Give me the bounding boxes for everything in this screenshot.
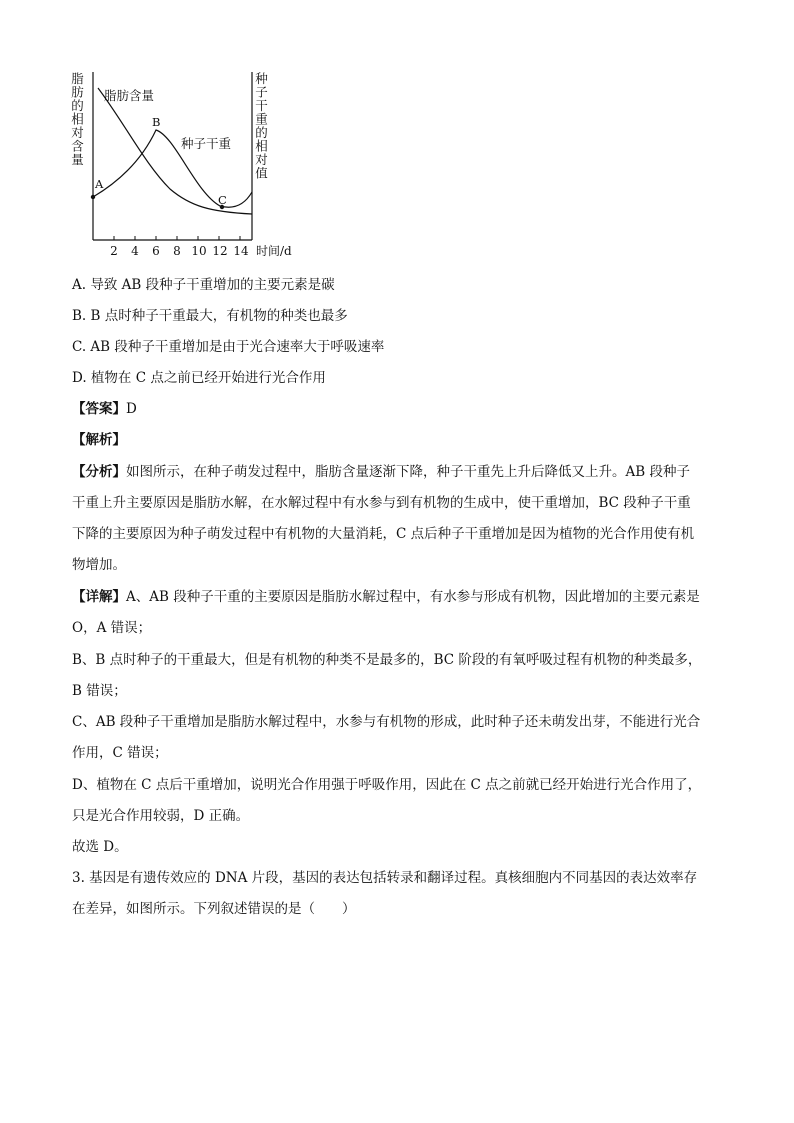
- point-a-marker: [91, 195, 95, 199]
- fenxi-line-1: [72, 462, 690, 482]
- answer-tag: 【答案】: [72, 401, 126, 417]
- seed-curve-label: 种子干重: [181, 136, 232, 151]
- left-axis-title: 脂肪的相对含量: [70, 72, 85, 167]
- fat-curve-label: 脂肪含量: [104, 88, 155, 103]
- x-tick-label: 14: [233, 244, 249, 258]
- xiangjie-line-2: O，A 错误；: [72, 620, 152, 636]
- fenxi-line-3: 下降的主要原因为种子萌发过程中有机物的大量消耗，C 点后种子干重增加是因为植物的光合作用使有机: [72, 526, 695, 542]
- fat-content-curve: [98, 88, 252, 214]
- x-axis-unit: 时间/d: [256, 244, 292, 258]
- x-tick-label: 6: [152, 244, 160, 258]
- fenxi-text-1: 如图所示，在种子萌发过程中，脂肪含量逐渐下降，种子干重先上升后降低又上升。AB 段种子: [126, 464, 690, 480]
- question3-line-1: 3. 基因是有遗传效应的 DNA 片段，基因的表达包括转录和翻译过程。真核细胞内不同基因的表达效率存: [72, 870, 698, 886]
- x-tick-label: 12: [212, 244, 228, 258]
- x-tick-label: 10: [191, 244, 207, 258]
- xiangjie-line-6: 作用，C 错误；: [72, 745, 168, 761]
- question3-line-2: 在差异，如图所示。下列叙述错误的是（ ）: [72, 901, 356, 917]
- analysis-heading-text: 【解析】: [72, 432, 126, 448]
- fenxi-line-2: 干重上升主要原因是脂肪水解，在水解过程中有水参与到有机物的生成中，使干重增加，BC 段种子干重: [72, 495, 691, 511]
- answer-value: D: [126, 401, 137, 417]
- x-tick-label: 2: [110, 244, 118, 258]
- option-a: A. 导致 AB 段种子干重增加的主要元素是碳: [72, 277, 335, 293]
- x-tick-label: 8: [173, 244, 181, 258]
- seed-germination-graph: [70, 64, 300, 264]
- xiangjie-text-1: A、AB 段种子干重的主要原因是脂肪水解过程中，有水参与形成有机物，因此增加的主要元素是: [126, 589, 700, 605]
- xiangjie-line-7: D、植物在 C 点后干重增加，说明光合作用强于呼吸作用，因此在 C 点之前就已经开始进行光合作用了，: [72, 777, 702, 793]
- xiangjie-line-4: B 错误；: [72, 683, 127, 699]
- right-axis-title: 种子干重的相对值: [253, 72, 269, 180]
- xiangjie-tag: 【详解】: [72, 589, 126, 605]
- xiangjie-line-5: C、AB 段种子干重增加是脂肪水解过程中，水参与有机物的形成，此时种子还未萌发出芽，不能进行光合: [72, 714, 701, 730]
- xiangjie-line-8: 只是光合作用较弱，D 正确。: [72, 808, 250, 824]
- point-b-label: B: [152, 115, 161, 129]
- xiangjie-line-9: 故选 D。: [72, 839, 128, 855]
- point-c-label: C: [218, 193, 227, 207]
- option-d: D. 植物在 C 点之前已经开始进行光合作用: [72, 370, 326, 386]
- x-tick-labels: [110, 244, 249, 258]
- fenxi-line-4: 物增加。: [72, 557, 126, 573]
- xiangjie-line-1: [72, 587, 700, 607]
- analysis-heading: [72, 430, 126, 450]
- option-c: C. AB 段种子干重增加是由于光合速率大于呼吸速率: [72, 339, 385, 355]
- fenxi-tag: 【分析】: [72, 464, 126, 480]
- xiangjie-line-3: B、B 点时种子的干重最大，但是有机物的种类不是最多的，BC 阶段的有氧呼吸过程有机物的种类最多，: [72, 652, 702, 668]
- x-tick-label: 4: [131, 244, 139, 258]
- point-a-label: A: [95, 177, 104, 191]
- answer-line: [72, 399, 137, 419]
- option-b: B. B 点时种子干重最大，有机物的种类也最多: [72, 308, 348, 324]
